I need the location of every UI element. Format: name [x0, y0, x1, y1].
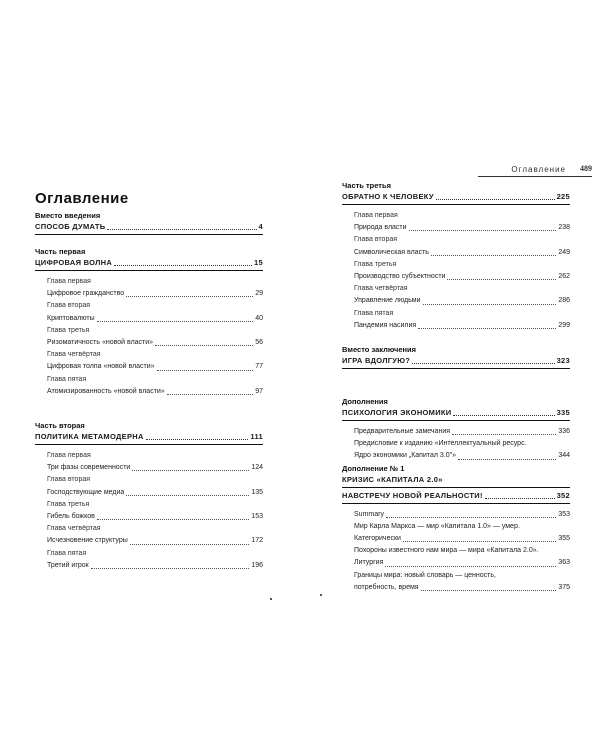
- chapter-list: [47, 450, 263, 572]
- scan-speck: [270, 598, 272, 600]
- page-number: 29: [255, 290, 263, 298]
- toc-entry[interactable]: [354, 438, 570, 462]
- chapter-list: [354, 210, 570, 332]
- chapter-label: Глава пятая: [47, 549, 87, 557]
- page-number: 323: [556, 356, 570, 366]
- page-number: 15: [254, 258, 263, 267]
- toc-entry[interactable]: [354, 509, 570, 521]
- dot-leader: [386, 517, 556, 518]
- entry-title: НАВСТРЕЧУ НОВОЙ РЕАЛЬНОСТИ!: [342, 490, 483, 500]
- page-number: 4: [258, 222, 263, 231]
- page-number: 135: [251, 488, 263, 496]
- dot-leader: [97, 321, 254, 322]
- entry-title: Пандемия насилия: [354, 321, 417, 329]
- page-number: 225: [556, 192, 570, 201]
- page-number: 196: [251, 561, 263, 569]
- entry-title: Господствующие медиа: [47, 488, 125, 496]
- dot-leader: [132, 470, 249, 471]
- entry-title: Символическая власть: [354, 248, 429, 256]
- toc-title: Оглавление: [35, 190, 129, 207]
- chapter-label: Глава первая: [47, 452, 91, 460]
- page-number: 172: [251, 537, 263, 545]
- toc-entry[interactable]: [354, 545, 570, 569]
- chapter-label: Глава пятая: [354, 309, 394, 317]
- entry-title: Производство субъектности: [354, 273, 446, 281]
- dot-leader: [97, 519, 249, 520]
- right-column: [342, 180, 570, 594]
- dot-leader: [385, 566, 556, 567]
- chapter-label: Глава четвёртая: [47, 525, 101, 533]
- page-number: 111: [250, 432, 263, 442]
- chapter-list: [47, 276, 263, 398]
- entry-title: Управление людьми: [354, 297, 421, 305]
- dot-leader: [436, 199, 555, 200]
- entry-title: Summary: [354, 510, 384, 518]
- toc-entry[interactable]: [354, 426, 570, 438]
- toc-entry[interactable]: [47, 337, 263, 349]
- page-number: 375: [558, 583, 570, 591]
- dot-leader: [107, 229, 256, 230]
- page-number: 352: [556, 490, 570, 500]
- intro-label: Вместо введения: [35, 211, 101, 220]
- page-number: 153: [251, 513, 263, 521]
- dot-leader: [423, 304, 557, 305]
- entry-title: Криптовалюты: [47, 314, 95, 322]
- page-number: 238: [558, 224, 570, 232]
- toc-main-entry[interactable]: [35, 257, 263, 271]
- dot-leader: [485, 498, 555, 499]
- entry-title: Атомизированность «новой власти»: [47, 387, 165, 395]
- toc-main-entry[interactable]: [342, 474, 570, 488]
- page-number: 124: [251, 464, 263, 472]
- chapter-label: Глава четвёртая: [354, 285, 408, 293]
- entry-title: ПСИХОЛОГИЯ ЭКОНОМИКИ: [342, 408, 452, 418]
- toc-entry[interactable]: [47, 511, 263, 523]
- appendix-list: [354, 426, 570, 463]
- entry-title: Исчезновение структуры: [47, 537, 128, 545]
- toc-entry[interactable]: [354, 570, 570, 594]
- dot-leader: [155, 345, 253, 346]
- running-head-title: Оглавление: [511, 165, 566, 174]
- toc-entry[interactable]: [47, 288, 263, 300]
- page-number: 335: [556, 408, 570, 418]
- running-head-page-number: 489: [580, 164, 592, 173]
- left-column: [35, 210, 263, 572]
- appendix1-list: [354, 509, 570, 594]
- toc-main-entry[interactable]: [342, 355, 570, 369]
- entry-title: ИГРА ВДОЛГУЮ?: [342, 356, 411, 366]
- toc-entry[interactable]: [47, 487, 263, 499]
- dot-leader: [447, 279, 556, 280]
- dot-leader: [130, 544, 250, 545]
- toc-entry[interactable]: [354, 271, 570, 283]
- scan-speck: [320, 594, 322, 596]
- entry-title: Третий игрок: [47, 561, 89, 569]
- chapter-label: Глава первая: [354, 212, 398, 219]
- chapter-label: Глава вторая: [354, 236, 398, 244]
- appendix1-label: Дополнение № 1: [342, 463, 405, 473]
- chapter-label: Глава третья: [47, 326, 90, 334]
- toc-entry[interactable]: [354, 295, 570, 307]
- page-number: 299: [558, 321, 570, 329]
- page-number: 363: [558, 559, 570, 567]
- toc-entry[interactable]: [47, 313, 263, 325]
- chapter-label: Глава третья: [354, 260, 397, 268]
- toc-main-entry[interactable]: [342, 407, 570, 421]
- dot-leader: [91, 568, 250, 569]
- chapter-label: Глава третья: [47, 500, 90, 508]
- toc-entry[interactable]: [47, 386, 263, 398]
- page-number: 56: [255, 339, 263, 347]
- toc-entry[interactable]: [354, 320, 570, 332]
- toc-entry[interactable]: [47, 361, 263, 373]
- toc-entry[interactable]: [47, 462, 263, 474]
- entry-title-line1: Границы мира: новый словарь — ценность,: [354, 571, 496, 579]
- entry-title-line1: Похороны известного нам мира — мира «Капитала 2.0».: [354, 547, 539, 555]
- entry-title-line1: Предисловие к изданию «Интеллектуальный ресурс.: [354, 440, 527, 448]
- entry-title: ЦИФРОВАЯ ВОЛНА: [35, 258, 113, 267]
- dot-leader: [421, 590, 557, 591]
- part-label: Часть третья: [342, 181, 391, 190]
- entry-title: СПОСОБ ДУМАТЬ: [35, 222, 106, 231]
- toc-main-entry[interactable]: [35, 431, 263, 445]
- page-number: 249: [558, 248, 570, 256]
- entry-title-line2: Литургия: [354, 559, 384, 567]
- entry-title-line2: Ядро экономики „Капитал 3.0"»: [354, 452, 457, 460]
- appendix-label: Дополнения: [342, 397, 388, 407]
- entry-title: Три фазы современности: [47, 464, 131, 472]
- toc-entry[interactable]: [354, 521, 570, 545]
- entry-title: Цифровая толпа «новой власти»: [47, 363, 155, 371]
- entry-title-line1: Мир Карла Маркса — мир «Капитала 1.0» — умер.: [354, 522, 520, 530]
- entry-title: Ризоматичность «новой власти»: [47, 339, 154, 347]
- entry-title: Гибель божков: [47, 513, 95, 521]
- part-label: Часть вторая: [35, 421, 85, 431]
- entry-title: Природа власти: [354, 224, 407, 232]
- entry-title: ПОЛИТИКА МЕТАМОДЕРНА: [35, 432, 144, 442]
- entry-title: ОБРАТНО К ЧЕЛОВЕКУ: [342, 192, 434, 201]
- dot-leader: [412, 363, 554, 364]
- toc-entry[interactable]: [47, 535, 263, 547]
- toc-main-entry[interactable]: [342, 191, 570, 205]
- page-number: 336: [558, 428, 570, 436]
- dot-leader: [453, 415, 554, 416]
- dot-leader: [126, 495, 249, 496]
- page-number: 262: [558, 273, 570, 281]
- toc-entry[interactable]: [47, 560, 263, 572]
- page-number: 286: [558, 297, 570, 305]
- entry-title: Предварительные замечания: [354, 428, 451, 436]
- entry-title: КРИЗИС «КАПИТАЛА 2.0»: [342, 474, 443, 484]
- page-number: 77: [255, 363, 263, 371]
- toc-main-entry[interactable]: [342, 490, 570, 504]
- dot-leader: [114, 265, 252, 266]
- entry-title: Цифровое гражданство: [47, 290, 125, 298]
- dot-leader: [157, 370, 254, 371]
- page-number: 355: [558, 535, 570, 543]
- toc-entry[interactable]: [354, 222, 570, 234]
- dot-leader: [458, 459, 556, 460]
- dot-leader: [409, 230, 557, 231]
- page-number: 97: [255, 387, 263, 395]
- right-page: [300, 0, 600, 750]
- conclusion-label: Вместо заключения: [342, 345, 417, 355]
- chapter-label: Глава вторая: [47, 302, 91, 310]
- dot-leader: [146, 439, 249, 440]
- entry-title-line2: потребность, время: [354, 583, 419, 591]
- page-number: 40: [255, 314, 263, 322]
- chapter-label: Глава вторая: [47, 476, 91, 484]
- toc-entry[interactable]: [354, 247, 570, 259]
- dot-leader: [403, 541, 556, 542]
- chapter-label: Глава четвёртая: [47, 351, 101, 359]
- dot-leader: [418, 328, 556, 329]
- part-label: Часть первая: [35, 247, 86, 256]
- entry-title-line2: Категорически: [354, 535, 401, 543]
- dot-leader: [167, 394, 253, 395]
- chapter-label: Глава пятая: [47, 375, 87, 383]
- toc-main-entry[interactable]: [35, 221, 263, 235]
- dot-leader: [431, 255, 556, 256]
- running-head: [478, 162, 592, 177]
- page-number: 344: [558, 452, 570, 460]
- chapter-label: Глава первая: [47, 278, 91, 285]
- dot-leader: [452, 434, 556, 435]
- page-number: 353: [558, 510, 570, 518]
- dot-leader: [126, 296, 253, 297]
